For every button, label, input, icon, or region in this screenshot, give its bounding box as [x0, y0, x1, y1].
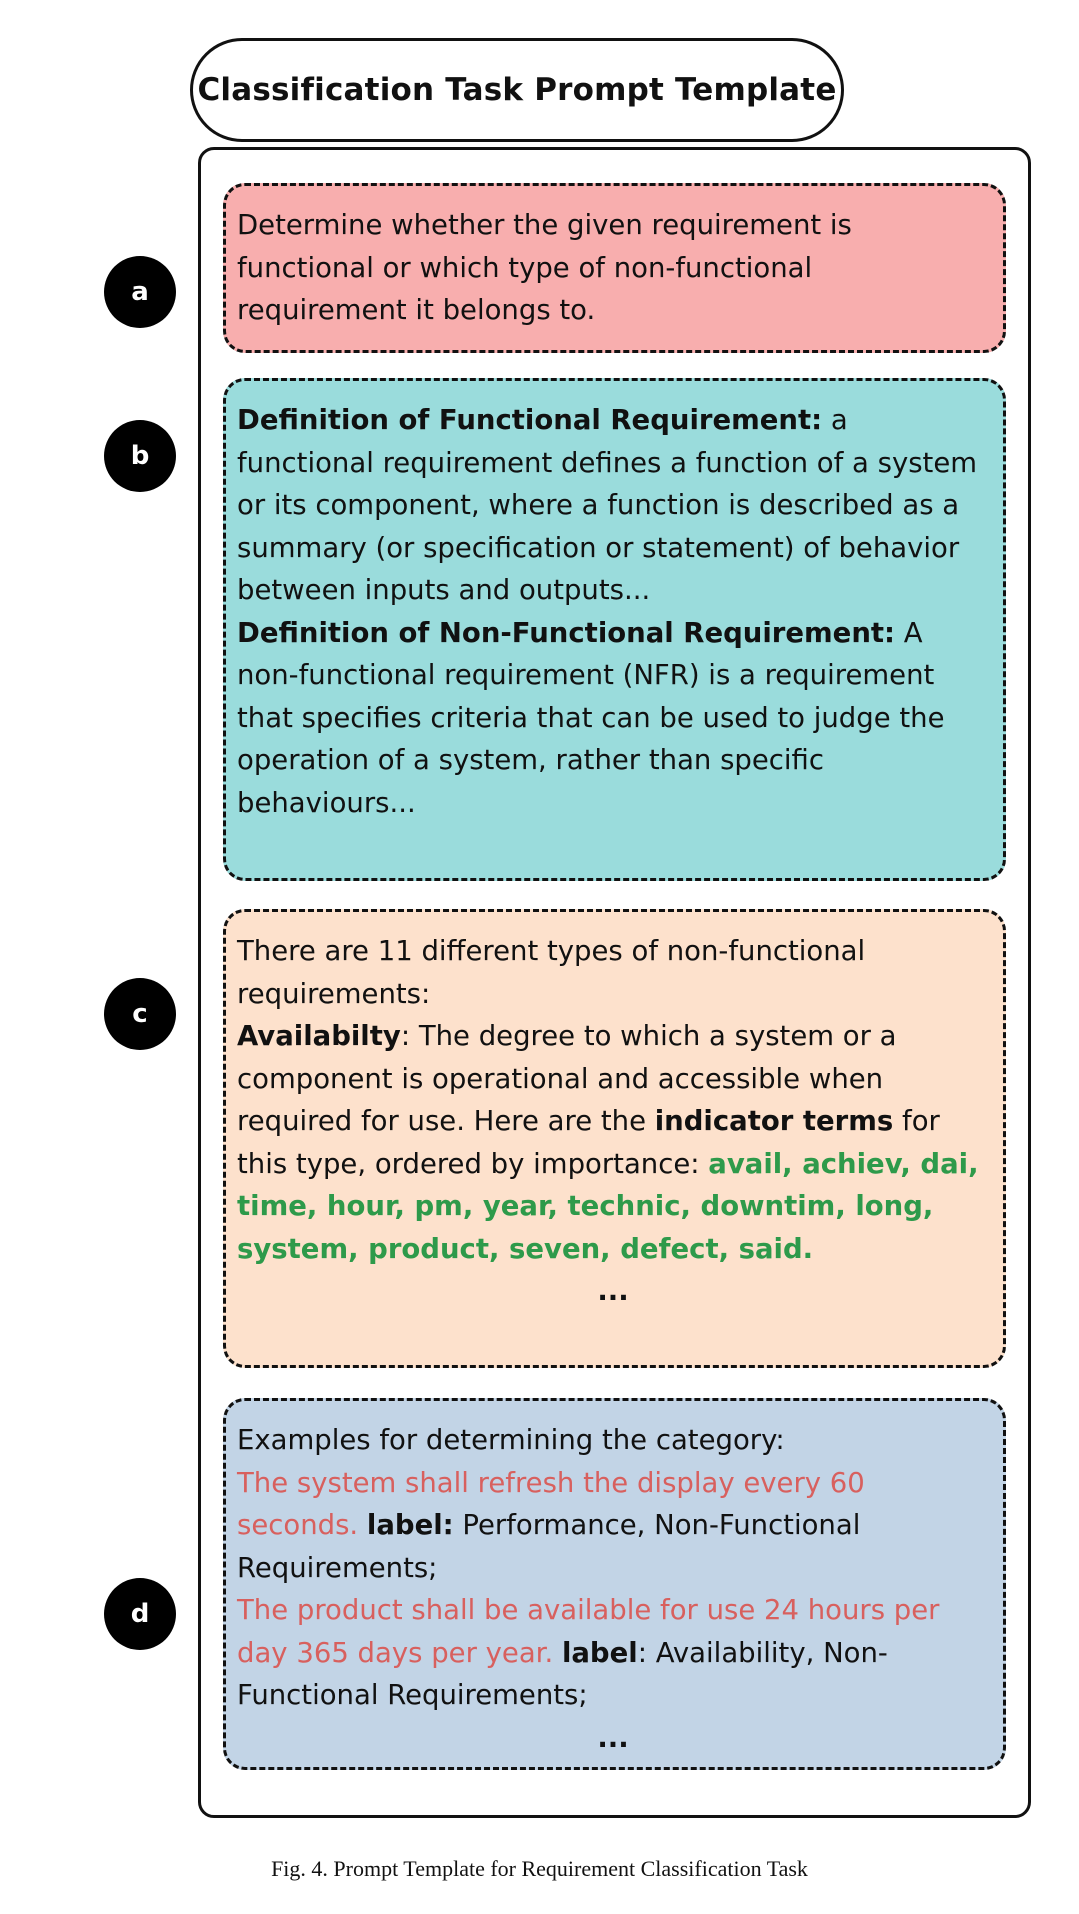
indicator-terms-label: indicator terms — [654, 1105, 894, 1137]
definitions-box — [223, 378, 1006, 881]
badge-a — [104, 256, 176, 328]
template-title-text: Classification Task Prompt Template — [197, 72, 837, 108]
nfr-types-box — [223, 909, 1006, 1368]
nfr-definition — [237, 612, 989, 825]
badge-d-letter: d — [130, 1599, 150, 1629]
example-1-label-key: label: — [366, 1509, 454, 1541]
nfr-types-ellipsis: ... — [597, 1275, 629, 1307]
nfr-definition-label: Definition of Non-Functional Requirement: — [237, 616, 896, 649]
figure-caption: Fig. 4. Prompt Template for Requirement Classification Task — [271, 1856, 808, 1881]
nfr-definition-text: A non-functional requirement (NFR) is a requirement that specifies criteria that can be used to judge the operation of a system, rather than specific behaviours... — [237, 616, 945, 819]
template-title — [190, 38, 844, 142]
indicator-terms-text: for this type, ordered by importance: — [237, 1105, 940, 1180]
availability-description — [237, 1015, 989, 1270]
availability-label: Availabilty — [237, 1020, 401, 1052]
example-1-text: The system shall refresh the display every 60 seconds. — [237, 1466, 865, 1541]
example-2-label-value: : Availability, Non-Functional Requirements; — [237, 1636, 888, 1711]
badge-b-letter: b — [130, 441, 150, 471]
example-1-label-value: Performance, Non-Functional Requirements; — [237, 1509, 861, 1584]
task-instruction-text: Determine whether the given requirement is functional or which type of non-functional requirement it belongs to. — [237, 209, 852, 326]
fr-definition-text: a functional requirement defines a function of a system or its component, where a function is described as a summary (or specification or statement) of behavior between inputs and outputs... — [237, 404, 978, 606]
badge-c-letter: c — [132, 999, 148, 1029]
badge-a-letter: a — [131, 277, 149, 307]
badge-b — [104, 420, 176, 492]
badge-d — [104, 1578, 176, 1650]
fr-definition-label: Definition of Functional Requirement: — [237, 404, 823, 436]
fr-definition — [237, 399, 989, 612]
example-2-label-key: label — [561, 1636, 638, 1669]
example-2 — [237, 1589, 989, 1717]
examples-box — [223, 1398, 1006, 1770]
nfr-types-intro: There are 11 different types of non-functional requirements: — [237, 935, 866, 1010]
examples-intro: Examples for determining the category: — [237, 1424, 785, 1456]
example-2-text: The product shall be available for use 24 hours per day 365 days per year. — [237, 1594, 940, 1669]
examples-ellipsis: ... — [597, 1721, 629, 1754]
example-1 — [237, 1462, 989, 1590]
availability-text: : The degree to which a system or a component is operational and accessible when required for use. Here are the — [237, 1020, 897, 1137]
task-instruction-box — [223, 183, 1006, 353]
badge-c — [104, 978, 176, 1050]
indicator-terms-list: avail, achiev, dai, time, hour, pm, year, technic, downtim, long, system, product, seven, defect, said. — [237, 1147, 979, 1265]
